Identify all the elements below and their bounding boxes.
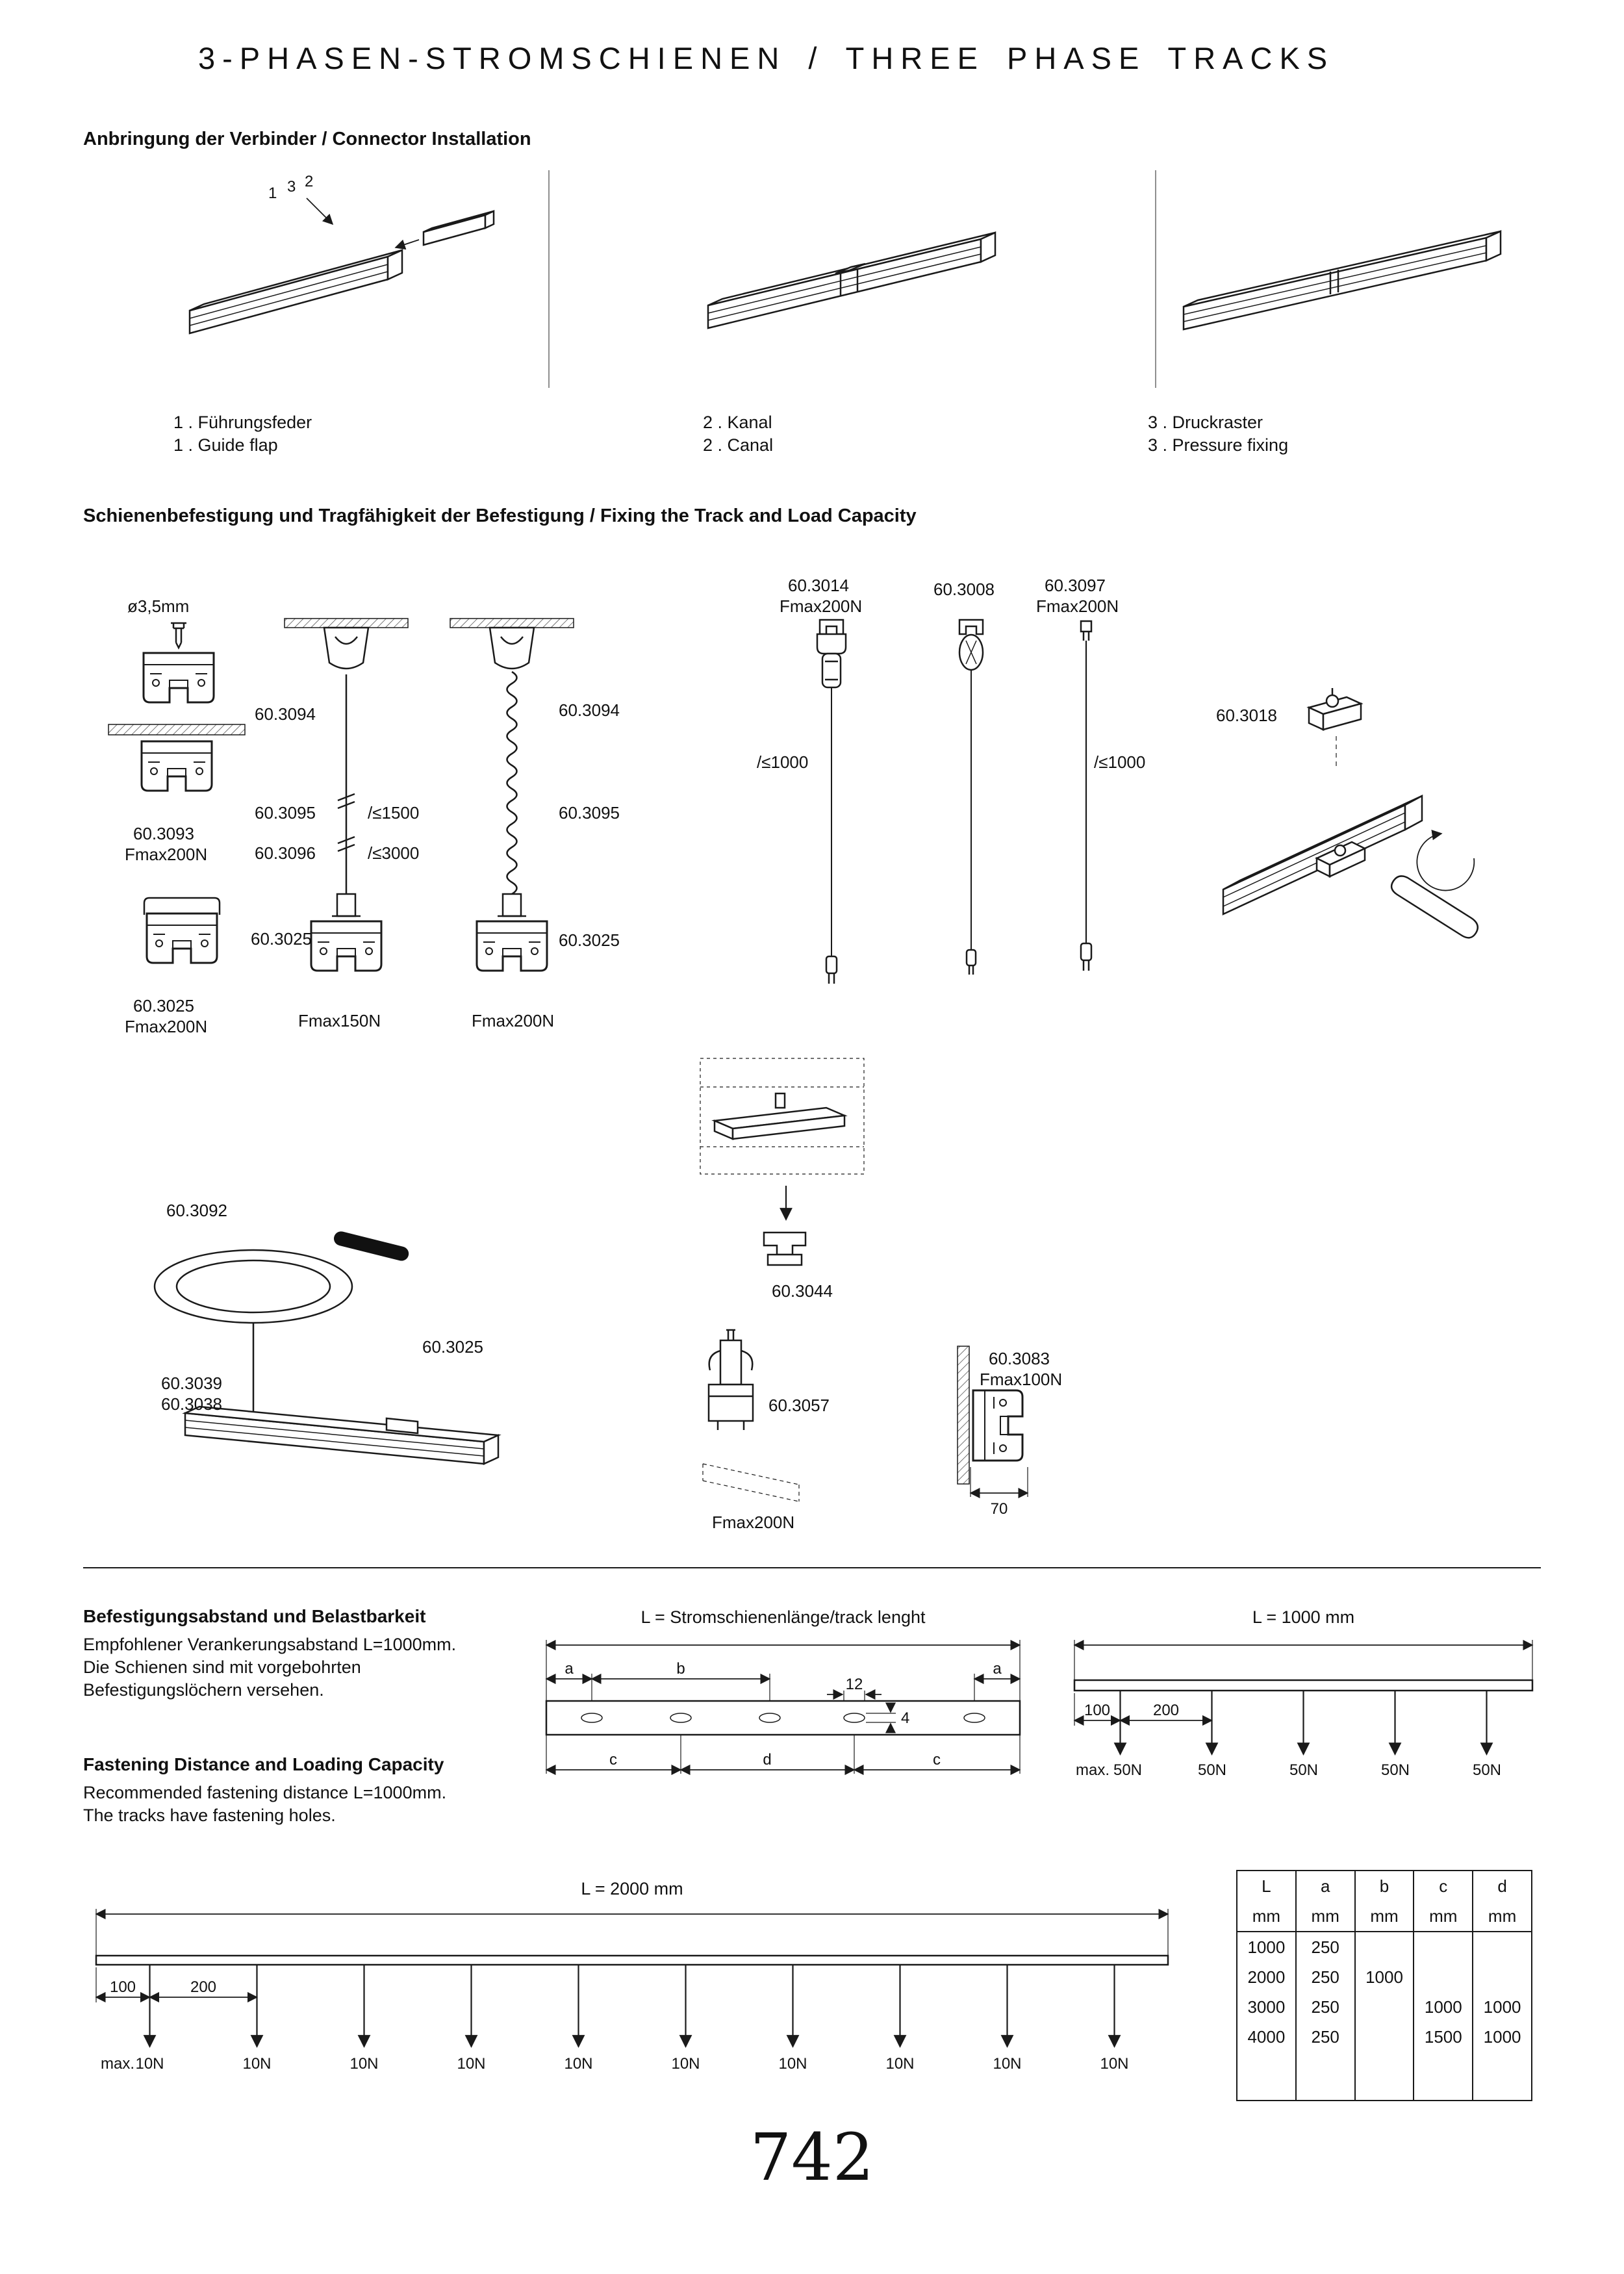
distance-text-de-line3: Befestigungslöchern versehen. (83, 1680, 324, 1700)
part-label-60-3095: 60.3095 (255, 803, 316, 823)
part-label-60-3039: 60.3039 (161, 1373, 222, 1393)
length-label-1000: /≤1000 (757, 752, 809, 772)
dim-label-200: 200 (1152, 1702, 1180, 1719)
load-value: 50N (1197, 1761, 1227, 1779)
load-label-fmax150n: Fmax150N (298, 1011, 381, 1030)
length-label-1500: /≤1500 (368, 803, 420, 823)
unit-cell: mm (1356, 1901, 1415, 1932)
table-cell: 1500 (1414, 2022, 1473, 2052)
table-cell: 4000 (1237, 2022, 1297, 2052)
dimension-table (1236, 1870, 1532, 2101)
section-heading-fixing: Schienenbefestigung und Tragfähigkeit der Befestigung / Fixing the Track and Load Capacity (83, 505, 917, 526)
dim-label-d: d (763, 1751, 772, 1769)
distance-text-de-line2: Die Schienen sind mit vorgebohrten (83, 1657, 361, 1677)
col-header-L: L (1237, 1871, 1297, 1901)
dim-label-12: 12 (845, 1676, 863, 1693)
table-cell (1356, 2022, 1415, 2052)
part-label-60-3038: 60.3038 (161, 1394, 222, 1414)
max-label: max. (100, 2055, 135, 2073)
table-cell: 1000 (1356, 1962, 1415, 1992)
caption-guide-flap-en: 1 . Guide flap (173, 435, 278, 455)
part-label-60-3025: 60.3025 (251, 929, 312, 949)
connector-step3-diagram (1169, 166, 1517, 390)
track-ceiling-mount-diagram (108, 724, 245, 822)
load-2000-diagram-title: L = 2000 mm (581, 1879, 683, 1898)
column-divider (1155, 170, 1156, 388)
distance-heading-de: Befestigungsabstand und Belastbarkeit (83, 1606, 426, 1626)
dim-label-4: 4 (901, 1709, 910, 1727)
caption-canal-de: 2 . Kanal (703, 413, 772, 432)
load-1000-diagram (1068, 1636, 1539, 1805)
table-cell: 250 (1297, 1932, 1356, 1962)
rod-hanger-60-3097-diagram (1047, 619, 1125, 986)
part-label-60-3018: 60.3018 (1216, 706, 1277, 725)
load-label-fmax200n: Fmax200N (780, 596, 863, 616)
dim-label-c-right: c (933, 1751, 941, 1769)
load-value: 50N (1380, 1761, 1410, 1779)
bracket-60-3044-diagram (695, 1056, 870, 1277)
table-cell (1473, 1932, 1531, 1962)
load-label-fmax200n: Fmax200N (125, 1017, 208, 1036)
wire-hanger-60-3008-diagram (926, 619, 1017, 986)
table-row (1237, 1992, 1531, 2022)
dim-label-100: 100 (1084, 1702, 1111, 1719)
wire-hanger-60-3014-diagram (786, 619, 877, 992)
canopy-track-60-3092-diagram (107, 1225, 523, 1504)
col-header-c: c (1414, 1871, 1473, 1901)
table-cell: 250 (1297, 1992, 1356, 2022)
table-cell: 1000 (1483, 1997, 1521, 2017)
part-label-60-3092: 60.3092 (166, 1201, 227, 1220)
table-row (1237, 1932, 1531, 1962)
dim-label-70: 70 (990, 1500, 1008, 1518)
connector-step2-diagram (695, 166, 1013, 390)
table-cell: 3000 (1237, 1992, 1297, 2022)
distance-text-de-line1: Empfohlener Verankerungsabstand L=1000mm. (83, 1635, 457, 1654)
track-length-diagram-title: L = Stromschienenlänge/track lenght (641, 1607, 926, 1627)
col-header-d: d (1497, 1876, 1507, 1896)
table-filler-row (1237, 2052, 1531, 2100)
load-label-fmax200n: Fmax200N (125, 845, 208, 864)
load-label-fmax200n: Fmax200N (472, 1011, 555, 1030)
part-label-60-3025: 60.3025 (133, 996, 194, 1016)
unit-cell: mm (1237, 1901, 1297, 1932)
wall-mount-60-3083-diagram (943, 1346, 1093, 1522)
load-2000-diagram (86, 1905, 1178, 2087)
table-filler-cell (1473, 2052, 1531, 2100)
load-value: 10N (242, 2055, 272, 2073)
load-1000-diagram-title: L = 1000 mm (1252, 1607, 1355, 1627)
table-row (1237, 2022, 1531, 2052)
dim-label-a-left: a (565, 1660, 574, 1678)
track-clip-mount-diagram (117, 884, 247, 984)
distance-text-en-line2: The tracks have fastening holes. (83, 1806, 336, 1825)
table-cell: 1000 (1483, 2027, 1521, 2047)
part-label-60-3093: 60.3093 (133, 824, 194, 843)
unit-cell: mm (1473, 1901, 1531, 1932)
part-label-60-3057: 60.3057 (768, 1396, 830, 1415)
pendant-rod-diagram (262, 619, 431, 982)
load-label-fmax200n: Fmax200N (712, 1513, 795, 1532)
label-screw-diameter: ø3,5mm (127, 596, 190, 616)
max-label: max. (1075, 1761, 1110, 1779)
table-cell: 2000 (1237, 1962, 1297, 1992)
part-label-60-3097: 60.3097 (1045, 576, 1106, 595)
dim-label-200: 200 (190, 1978, 217, 1996)
dim-label-b: b (676, 1660, 685, 1678)
length-label-1000: /≤1000 (1094, 752, 1146, 772)
caption-guide-flap-de: 1 . Führungsfeder (173, 413, 312, 432)
table-units-row (1237, 1901, 1531, 1932)
part-label-60-3025: 60.3025 (559, 930, 620, 950)
length-label-3000: /≤3000 (368, 843, 420, 863)
distance-heading-en: Fastening Distance and Loading Capacity (83, 1754, 444, 1774)
part-label-60-3044: 60.3044 (772, 1281, 833, 1301)
load-value: 50N (1289, 1761, 1319, 1779)
load-value: 10N (671, 2055, 700, 2073)
load-label-fmax200n: Fmax200N (1036, 596, 1119, 616)
table-filler-cell (1297, 2052, 1356, 2100)
callout-number-2: 2 (305, 173, 314, 190)
page-title: 3-PHASEN-STROMSCHIENEN / THREE PHASE TRACKS (198, 41, 1335, 75)
part-label-60-3096: 60.3096 (255, 843, 316, 863)
section-heading-connector: Anbringung der Verbinder / Connector Installation (83, 129, 531, 149)
table-filler-cell (1356, 2052, 1415, 2100)
table-cell: 1000 (1414, 1992, 1473, 2022)
part-label-60-3014: 60.3014 (788, 576, 849, 595)
tool-handle (333, 1230, 411, 1262)
unit-cell: mm (1297, 1901, 1356, 1932)
table-cell (1414, 1932, 1473, 1962)
table-row (1237, 1962, 1531, 1992)
dim-label-c-left: c (609, 1751, 617, 1769)
table-header-row (1237, 1871, 1531, 1901)
load-value: 10N (993, 2055, 1022, 2073)
adapter-tool-60-3018-diagram (1212, 685, 1523, 988)
load-label-fmax100n: Fmax100N (980, 1370, 1063, 1389)
dim-label-100: 100 (109, 1978, 136, 1996)
part-label-60-3094: 60.3094 (255, 704, 316, 724)
load-value: 10N (778, 2055, 807, 2073)
table-cell (1356, 1992, 1415, 2022)
track-length-dimension-diagram (541, 1636, 1025, 1789)
table-cell (1473, 1962, 1531, 1992)
part-label-60-3025: 60.3025 (422, 1337, 483, 1357)
section-divider-rule (83, 1567, 1541, 1568)
load-value: 10N (135, 2055, 164, 2073)
load-value: 10N (564, 2055, 593, 2073)
load-value: 50N (1472, 1761, 1502, 1779)
track-cross-section-screw-diagram (120, 620, 237, 711)
column-divider (548, 170, 550, 388)
table-filler-cell (1237, 2052, 1297, 2100)
part-label-60-3083: 60.3083 (989, 1349, 1050, 1368)
part-label-60-3094: 60.3094 (559, 700, 620, 720)
col-header-b: b (1356, 1871, 1415, 1901)
table-cell: 250 (1297, 2022, 1356, 2052)
connector-piece (424, 211, 494, 245)
caption-canal-en: 2 . Canal (703, 435, 774, 455)
col-header-a: a (1297, 1871, 1356, 1901)
table-filler-cell (1414, 2052, 1473, 2100)
load-value: 50N (1113, 1761, 1143, 1779)
distance-text-en-line1: Recommended fastening distance L=1000mm. (83, 1783, 447, 1802)
connector-step1-diagram (173, 166, 537, 390)
callout-number-3: 3 (287, 178, 296, 196)
clamp-60-3057-diagram (702, 1329, 851, 1511)
load-value: 10N (1100, 2055, 1129, 2073)
caption-pressure-fixing-de: 3 . Druckraster (1148, 413, 1263, 432)
caption-pressure-fixing-en: 3 . Pressure fixing (1148, 435, 1289, 455)
dim-label-a-right: a (993, 1660, 1002, 1678)
page-number: 742 (750, 2119, 874, 2195)
table-cell (1414, 1962, 1473, 1992)
table-cell (1356, 1932, 1415, 1962)
load-value: 10N (885, 2055, 915, 2073)
load-value: 10N (457, 2055, 486, 2073)
pendant-cord-diagram (427, 619, 596, 982)
load-value: 10N (349, 2055, 379, 2073)
callout-number-1: 1 (268, 185, 277, 202)
part-label-60-3008: 60.3008 (933, 580, 995, 599)
table-cell: 250 (1297, 1962, 1356, 1992)
part-label-60-3095: 60.3095 (559, 803, 620, 823)
unit-cell: mm (1414, 1901, 1473, 1932)
table-cell: 1000 (1237, 1932, 1297, 1962)
